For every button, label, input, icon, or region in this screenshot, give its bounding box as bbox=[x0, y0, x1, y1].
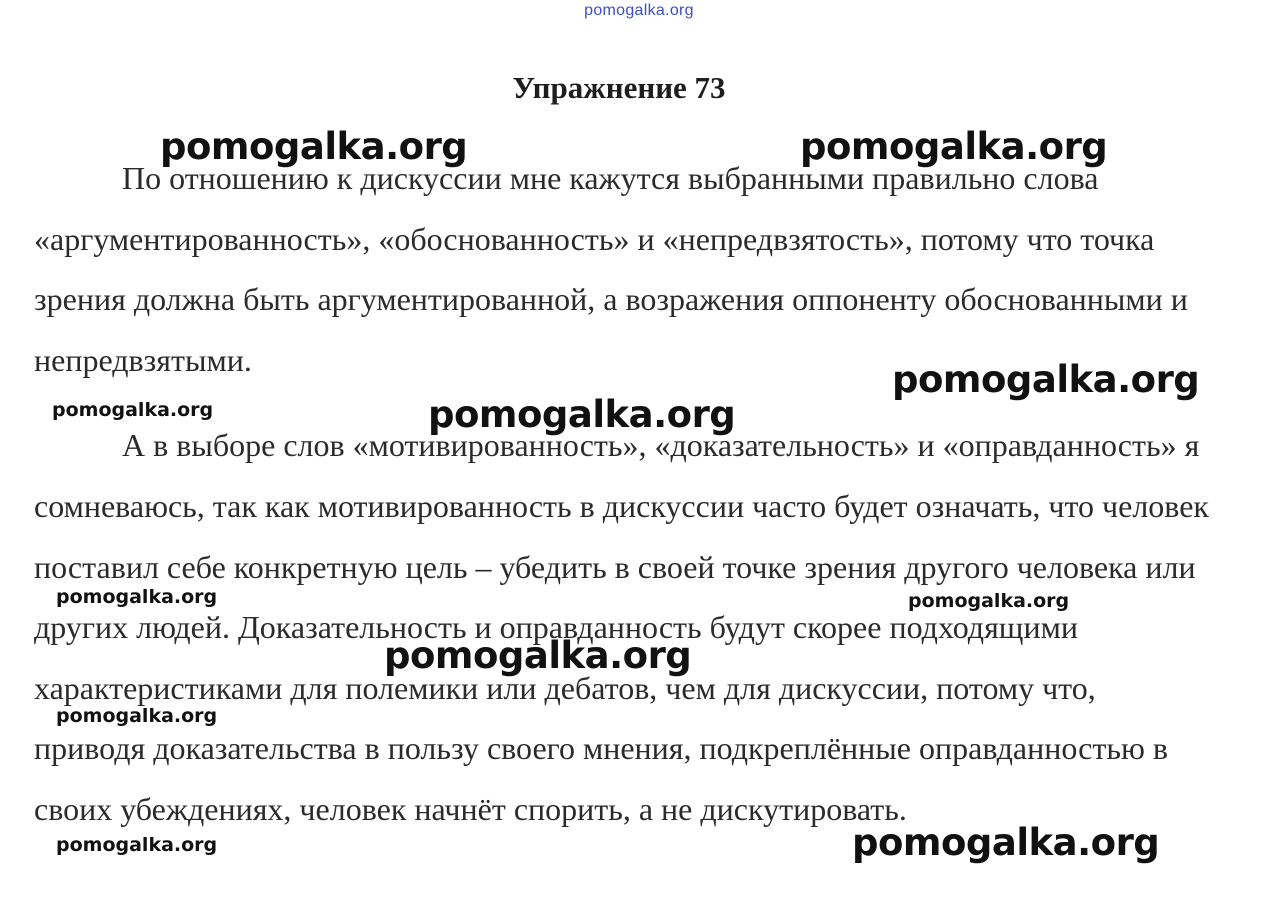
watermark-text: pomogalka.org bbox=[56, 834, 218, 856]
exercise-title: Упражнение 73 bbox=[512, 70, 726, 105]
watermark-text: pomogalka.org bbox=[160, 125, 468, 168]
watermark-text: pomogalka.org bbox=[892, 358, 1200, 401]
watermark-text: pomogalka.org bbox=[908, 590, 1070, 612]
watermark-text: pomogalka.org bbox=[56, 586, 218, 608]
watermark-text: pomogalka.org bbox=[428, 393, 736, 436]
site-link[interactable]: pomogalka.org bbox=[584, 2, 694, 19]
watermark-text: pomogalka.org bbox=[52, 399, 214, 421]
watermark-text: pomogalka.org bbox=[852, 821, 1160, 864]
watermark-text: pomogalka.org bbox=[384, 634, 692, 677]
paragraph-1: По отношению к дискуссии мне кажутся выбранными правильно слова «аргументированность», «обоснованность» и «непредвзятость», потому что точка зрения должна быть аргументированной, а возражения оппоненту обоснованными и непредвзятыми. bbox=[34, 160, 1188, 378]
watermark-text: pomogalka.org bbox=[56, 705, 218, 727]
document-body bbox=[34, 148, 1214, 840]
watermark-text: pomogalka.org bbox=[800, 125, 1108, 168]
paragraph-2: А в выборе слов «мотивированность», «доказательность» и «оправданность» я сомневаюсь, так как мотивированность в дискуссии часто будет означать, что человек поставил себе конкретную цель – убедить в своей точке зрения другого человека или других людей. Доказательность и оправданность будут скорее подходящими характеристиками для полемики или дебатов, чем для дискуссии, потому что, приводя доказательства в пользу своего мнения, подкреплённые оправданностью в своих убеждениях, человек начнёт спорить, а не дискутировать. bbox=[34, 427, 1209, 827]
